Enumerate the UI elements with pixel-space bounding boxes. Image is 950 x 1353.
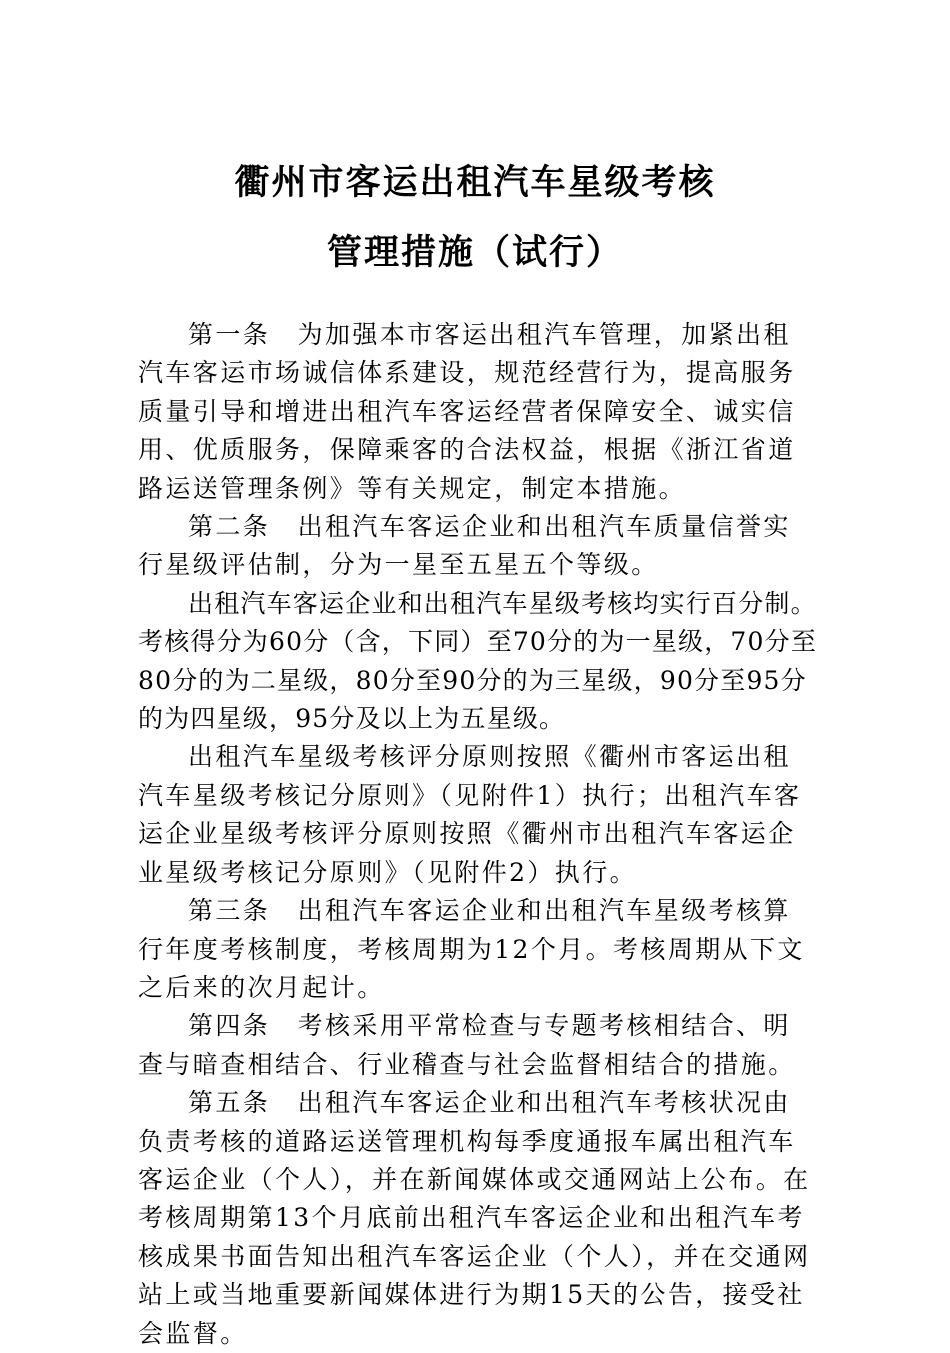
- paragraph-article-2: 第二条 出租汽车客运企业和出租汽车质量信誉实行星级评估制，分为一星至五星五个等级。: [138, 512, 791, 580]
- document-title-line-2: 管理措施（试行）: [326, 233, 623, 273]
- paragraph-article-1: 第一条 为加强本市客运出租汽车管理，加紧出租汽车客运市场诚信体系建设，规范经营行为，提高服务质量引导和增进出租汽车客运经营者保障安全、诚实信用、优质服务，保障乘客的合法权益，根据《浙江省道路运送管理条例》等有关规定，制定本措施。: [138, 320, 796, 503]
- document-body: [138, 316, 818, 1353]
- paragraph-article-3: 第三条 出租汽车客运企业和出租汽车星级考核算行年度考核制度，考核周期为12个月。考核周期从下文之后来的次月起计。: [138, 896, 805, 1002]
- paragraph-article-4: 第四条 考核采用平常检查与专题考核相结合、明查与暗查相结合、行业稽查与社会监督相结合的措施。: [138, 1011, 796, 1079]
- paragraph-scoring-scale: 出租汽车客运企业和出租汽车星级考核均实行百分制。考核得分为60分（含，下同）至70分的为一星级，70分至80分的为二星级，80分至90分的为三星级，90分至95分的为四星级，95分及以上为五星级。: [138, 588, 818, 734]
- paragraph-scoring-rules: 出租汽车星级考核评分原则按照《衢州市客运出租汽车星级考核记分原则》（见附件1）执行；出租汽车客运企业星级考核评分原则按照《衢州市出租汽车客运企业星级考核记分原则》（见附件2）执行。: [138, 742, 802, 887]
- paragraph-article-5: 第五条 出租汽车客运企业和出租汽车考核状况由负责考核的道路运送管理机构每季度通报车属出租汽车客运企业（个人），并在新闻媒体或交通网站上公布。在考核周期第13个月底前出租汽车客运企业和出租汽车考核成果书面告知出租汽车客运企业（个人），并在交通网站上或当地重要新闻媒体进行为期15天的公告，接受社会监督。: [138, 1088, 811, 1348]
- document-title-line-1: 衢州市客运出租汽车星级考核: [234, 163, 716, 203]
